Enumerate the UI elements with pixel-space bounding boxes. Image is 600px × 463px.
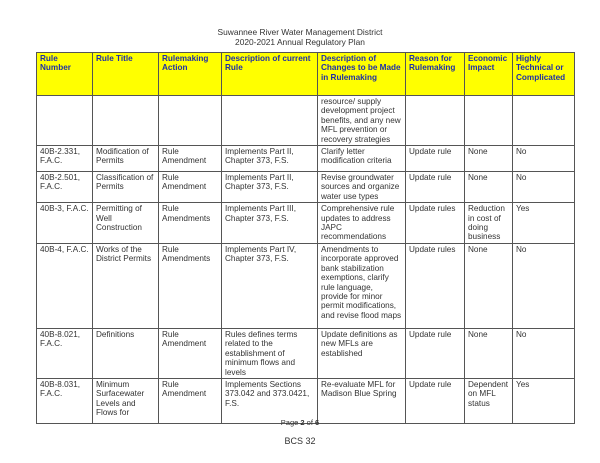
cell-economic-impact: Dependent on MFL status: [465, 378, 513, 423]
cell-current-rule: Rules defines terms related to the establishment of minimum flows and levels: [222, 328, 318, 378]
cell-rule-title: Minimum Surfacewater Levels and Flows for: [93, 378, 159, 423]
cell-rule-number: 40B-8.021, F.A.C.: [37, 328, 93, 378]
cell-changes: Amendments to incorporate approved bank stabilization exemptions, clarify rule language, provide for minor permit modifications, and revise flood maps: [318, 243, 406, 328]
cell-changes: Re-evaluate MFL for Madison Blue Spring: [318, 378, 406, 423]
cell-rule-title: Classification of Permits: [93, 172, 159, 203]
cell-changes: Update definitions as new MFLs are established: [318, 328, 406, 378]
cell-rule-title: Works of the District Permits: [93, 243, 159, 328]
cell-rulemaking-action: Rule Amendment: [159, 172, 222, 203]
document-code: BCS 32: [284, 436, 316, 446]
page-prefix: Page: [280, 418, 301, 427]
cell-rule-number: [37, 96, 93, 146]
col-header-rule-number: Rule Number: [37, 53, 93, 96]
cell-technical: Yes: [513, 203, 575, 244]
cell-rulemaking-action: Rule Amendments: [159, 203, 222, 244]
cell-current-rule: Implements Sections 373.042 and 373.0421, F.S.: [222, 378, 318, 423]
page-number: [0, 418, 600, 427]
cell-rule-number: 40B-3, F.A.C.: [37, 203, 93, 244]
page-of: of: [304, 418, 316, 427]
table-row: [37, 328, 575, 378]
cell-reason: Update rule: [406, 172, 465, 203]
cell-current-rule: [222, 96, 318, 146]
cell-rule-title: [93, 96, 159, 146]
cell-changes: resource/ supply development project benefits, and any new MFL prevention or recovery strategies: [318, 96, 406, 146]
cell-reason: Update rule: [406, 328, 465, 378]
col-header-current-rule: Description of current Rule: [222, 53, 318, 96]
col-header-changes: Description of Changes to be Made in Rulemaking: [318, 53, 406, 96]
col-header-technical: Highly Technical or Complicated: [513, 53, 575, 96]
cell-technical: No: [513, 146, 575, 172]
cell-technical: Yes: [513, 378, 575, 423]
cell-rulemaking-action: Rule Amendment: [159, 378, 222, 423]
cell-rule-number: 40B-2.331, F.A.C.: [37, 146, 93, 172]
cell-economic-impact: None: [465, 172, 513, 203]
table-row: [37, 146, 575, 172]
current-page: 2: [300, 418, 305, 427]
cell-current-rule: Implements Part II, Chapter 373, F.S.: [222, 172, 318, 203]
cell-rule-number: 40B-8.031, F.A.C.: [37, 378, 93, 423]
total-pages: 6: [315, 418, 320, 427]
cell-technical: No: [513, 328, 575, 378]
cell-changes: Revise groundwater sources and organize water use types: [318, 172, 406, 203]
cell-technical: No: [513, 243, 575, 328]
regulatory-plan-table: [36, 52, 575, 424]
cell-current-rule: Implements Part IV, Chapter 373, F.S.: [222, 243, 318, 328]
cell-reason: Update rules: [406, 203, 465, 244]
cell-reason: Update rule: [406, 146, 465, 172]
cell-rulemaking-action: [159, 96, 222, 146]
table-header-row: [37, 53, 575, 96]
table-row: [37, 378, 575, 423]
district-name: Suwannee River Water Management District: [217, 27, 383, 37]
cell-economic-impact: Reduction in cost of doing business: [465, 203, 513, 244]
cell-rule-number: 40B-4, F.A.C.: [37, 243, 93, 328]
cell-rulemaking-action: Rule Amendments: [159, 243, 222, 328]
table-row: [37, 172, 575, 203]
document-header: [0, 27, 600, 47]
table-row: [37, 96, 575, 146]
cell-technical: [513, 96, 575, 146]
cell-reason: [406, 96, 465, 146]
cell-changes: Comprehensive rule updates to address JAPC recommendations: [318, 203, 406, 244]
cell-rulemaking-action: Rule Amendment: [159, 146, 222, 172]
cell-reason: Update rules: [406, 243, 465, 328]
cell-rule-number: 40B-2.501, F.A.C.: [37, 172, 93, 203]
col-header-economic-impact: Economic Impact: [465, 53, 513, 96]
col-header-reason: Reason for Rulemaking: [406, 53, 465, 96]
cell-economic-impact: None: [465, 146, 513, 172]
col-header-rule-title: Rule Title: [93, 53, 159, 96]
cell-changes: Clarify letter modification criteria: [318, 146, 406, 172]
cell-economic-impact: None: [465, 243, 513, 328]
cell-rule-title: Definitions: [93, 328, 159, 378]
cell-economic-impact: None: [465, 328, 513, 378]
cell-current-rule: Implements Part III, Chapter 373, F.S.: [222, 203, 318, 244]
cell-technical: No: [513, 172, 575, 203]
cell-reason: Update rule: [406, 378, 465, 423]
cell-economic-impact: [465, 96, 513, 146]
cell-rulemaking-action: Rule Amendment: [159, 328, 222, 378]
plan-title: 2020-2021 Annual Regulatory Plan: [235, 37, 365, 47]
cell-rule-title: Permitting of Well Construction: [93, 203, 159, 244]
cell-rule-title: Modification of Permits: [93, 146, 159, 172]
cell-current-rule: Implements Part II, Chapter 373, F.S.: [222, 146, 318, 172]
table-row: [37, 203, 575, 244]
col-header-rulemaking-action: Rulemaking Action: [159, 53, 222, 96]
table-row: [37, 243, 575, 328]
